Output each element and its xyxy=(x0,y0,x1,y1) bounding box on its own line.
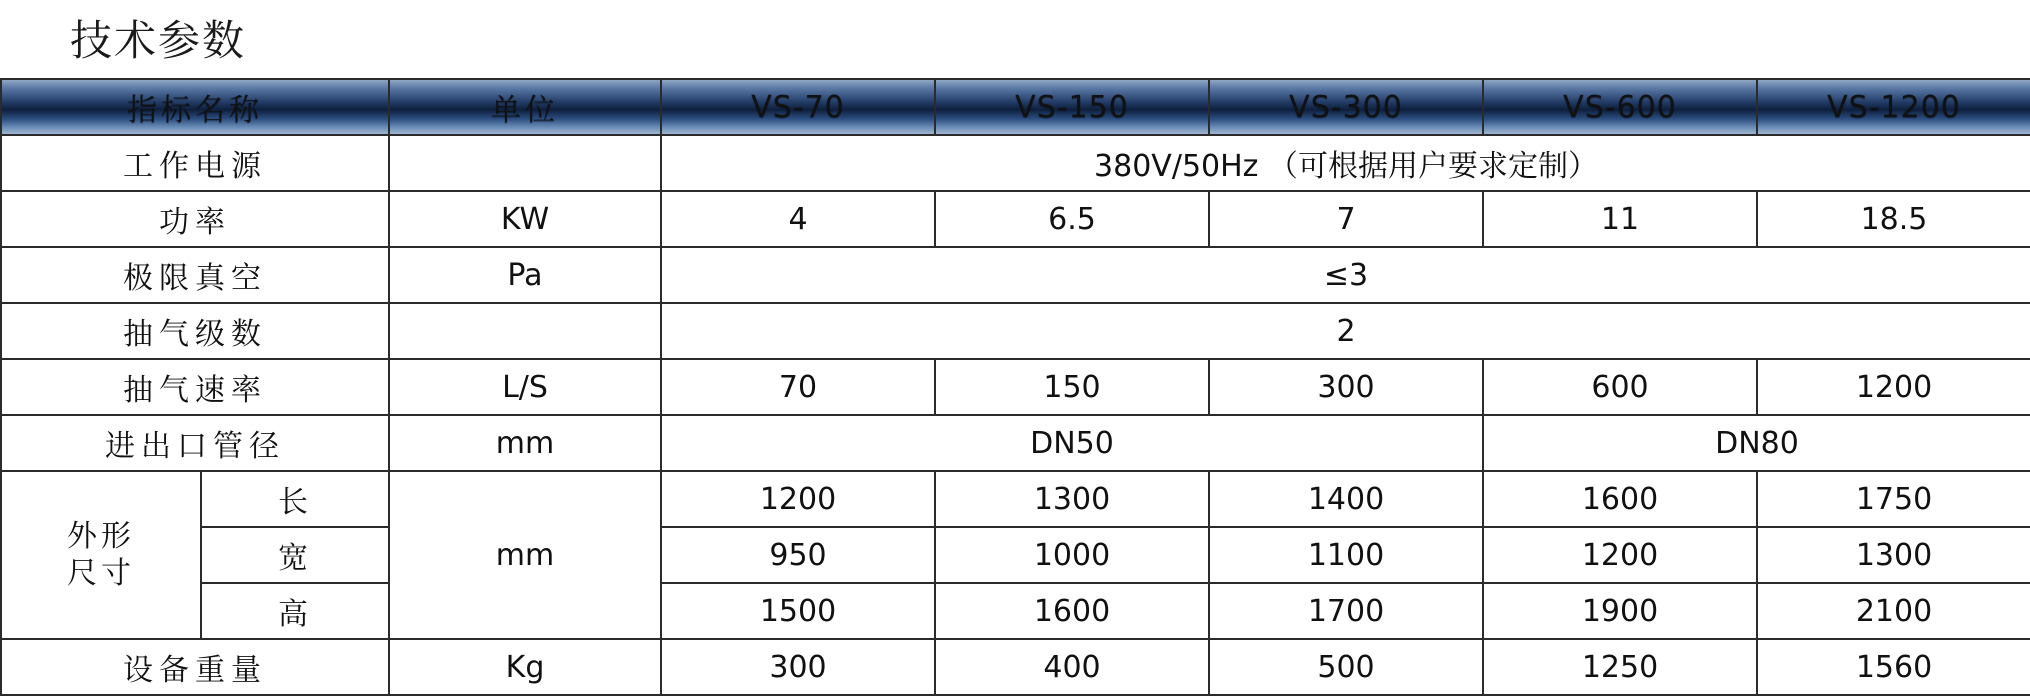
dimension-label-line1: 外形 xyxy=(67,518,135,554)
table-row-port-diameter xyxy=(1,415,2030,471)
row-unit-pumping-speed: L/S xyxy=(389,359,661,415)
cell-width-vs-150: 1000 xyxy=(935,527,1209,583)
table-header xyxy=(1,79,2030,135)
row-label-power: 功率 xyxy=(1,191,389,247)
header-cell-vs-150: VS-150 xyxy=(935,79,1209,135)
header-cell-vs-600: VS-600 xyxy=(1483,79,1757,135)
table-row-equipment-weight xyxy=(1,639,2030,695)
table-row-pumping-speed xyxy=(1,359,2030,415)
cell-power-vs-600: 11 xyxy=(1483,191,1757,247)
page-title: 技术参数 xyxy=(70,16,247,65)
row-unit-dimensions: mm xyxy=(389,471,661,639)
cell-height-vs-70: 1500 xyxy=(661,583,935,639)
cell-width-vs-70: 950 xyxy=(661,527,935,583)
spec-table-container xyxy=(0,78,2030,696)
cell-weight-vs-70: 300 xyxy=(661,639,935,695)
cell-width-vs-1200: 1300 xyxy=(1757,527,2030,583)
header-cell-vs-1200: VS-1200 xyxy=(1757,79,2030,135)
row-unit-power-supply xyxy=(389,135,661,191)
cell-weight-vs-150: 400 xyxy=(935,639,1209,695)
table-row-power xyxy=(1,191,2030,247)
row-label-port-diameter: 进出口管径 xyxy=(1,415,389,471)
cell-length-vs-600: 1600 xyxy=(1483,471,1757,527)
cell-speed-vs-1200: 1200 xyxy=(1757,359,2030,415)
cell-length-vs-70: 1200 xyxy=(661,471,935,527)
row-unit-port-diameter: mm xyxy=(389,415,661,471)
cell-length-vs-150: 1300 xyxy=(935,471,1209,527)
cell-power-vs-1200: 18.5 xyxy=(1757,191,2030,247)
row-label-overall-dimensions xyxy=(1,471,201,639)
row-unit-pumping-stages xyxy=(389,303,661,359)
row-unit-equipment-weight: Kg xyxy=(389,639,661,695)
cell-speed-vs-600: 600 xyxy=(1483,359,1757,415)
cell-power-vs-70: 4 xyxy=(661,191,935,247)
row-value-power-supply: 380V/50Hz （可根据用户要求定制） xyxy=(661,135,2030,191)
cell-speed-vs-70: 70 xyxy=(661,359,935,415)
row-label-pumping-stages: 抽气级数 xyxy=(1,303,389,359)
cell-port-diameter-large: DN80 xyxy=(1483,415,2030,471)
cell-length-vs-1200: 1750 xyxy=(1757,471,2030,527)
dimension-label-line2: 尺寸 xyxy=(67,556,135,591)
header-cell-vs-70: VS-70 xyxy=(661,79,935,135)
cell-width-vs-600: 1200 xyxy=(1483,527,1757,583)
table-row-dimension-length xyxy=(1,471,2030,527)
cell-power-vs-300: 7 xyxy=(1209,191,1483,247)
row-value-pumping-stages: 2 xyxy=(661,303,2030,359)
row-unit-ultimate-vacuum: Pa xyxy=(389,247,661,303)
cell-speed-vs-300: 300 xyxy=(1209,359,1483,415)
table-row-dimension-width xyxy=(1,527,2030,583)
row-sublabel-width: 宽 xyxy=(201,527,389,583)
cell-weight-vs-300: 500 xyxy=(1209,639,1483,695)
row-label-equipment-weight: 设备重量 xyxy=(1,639,389,695)
cell-height-vs-150: 1600 xyxy=(935,583,1209,639)
cell-height-vs-1200: 2100 xyxy=(1757,583,2030,639)
header-row xyxy=(1,79,2030,135)
cell-height-vs-600: 1900 xyxy=(1483,583,1757,639)
table-body xyxy=(1,135,2030,695)
cell-power-vs-150: 6.5 xyxy=(935,191,1209,247)
cell-speed-vs-150: 150 xyxy=(935,359,1209,415)
row-unit-power: KW xyxy=(389,191,661,247)
cell-port-diameter-small: DN50 xyxy=(661,415,1483,471)
row-sublabel-length: 长 xyxy=(201,471,389,527)
table-row-ultimate-vacuum xyxy=(1,247,2030,303)
row-label-pumping-speed: 抽气速率 xyxy=(1,359,389,415)
cell-length-vs-300: 1400 xyxy=(1209,471,1483,527)
table-row-pumping-stages xyxy=(1,303,2030,359)
cell-height-vs-300: 1700 xyxy=(1209,583,1483,639)
header-cell-vs-300: VS-300 xyxy=(1209,79,1483,135)
header-cell-indicator-name: 指标名称 xyxy=(1,79,389,135)
header-cell-unit: 单位 xyxy=(389,79,661,135)
row-label-ultimate-vacuum: 极限真空 xyxy=(1,247,389,303)
table-row-power-supply xyxy=(1,135,2030,191)
cell-weight-vs-1200: 1560 xyxy=(1757,639,2030,695)
row-value-ultimate-vacuum: ≤3 xyxy=(661,247,2030,303)
cell-weight-vs-600: 1250 xyxy=(1483,639,1757,695)
table-row-dimension-height xyxy=(1,583,2030,639)
row-sublabel-height: 高 xyxy=(201,583,389,639)
cell-width-vs-300: 1100 xyxy=(1209,527,1483,583)
row-label-power-supply: 工作电源 xyxy=(1,135,389,191)
technical-parameters-table xyxy=(0,78,2030,696)
